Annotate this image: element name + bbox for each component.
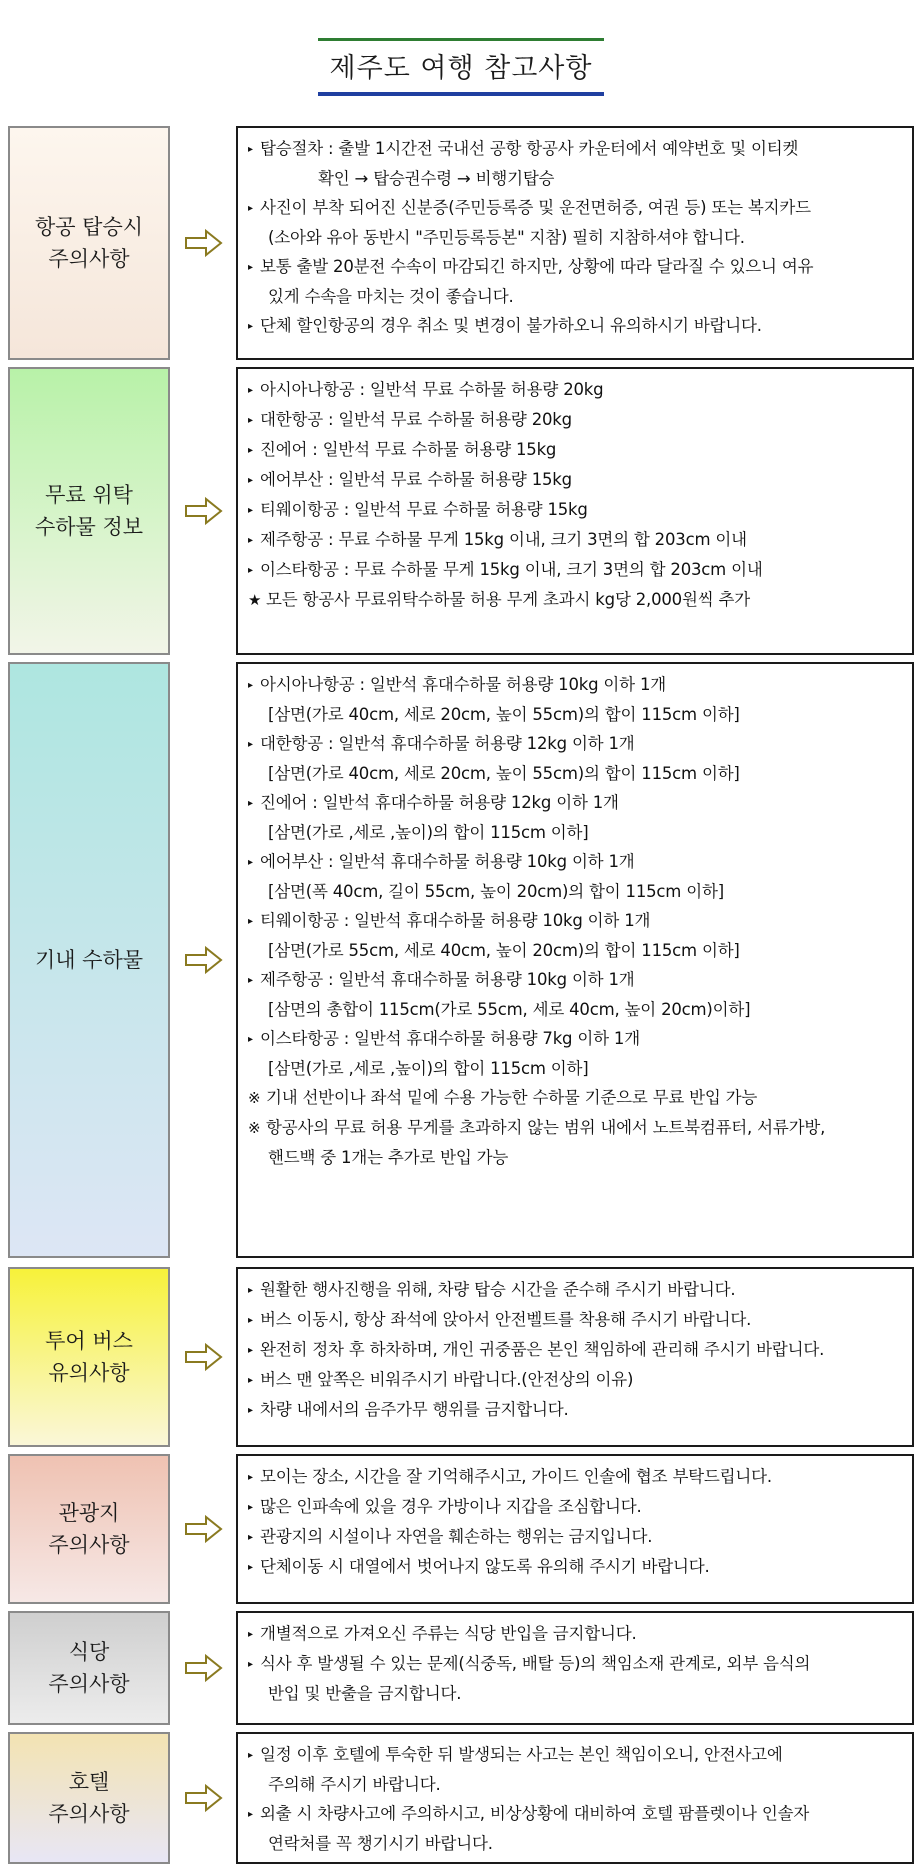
- list-item: [248, 1054, 902, 1083]
- list-item: [248, 525, 902, 555]
- list-item: [248, 555, 902, 585]
- list-item: [248, 1492, 902, 1522]
- bullet-icon: ▸: [248, 1629, 253, 1640]
- list-item-text: 항공사의 무료 허용 무게를 초과하지 않는 범위 내에서 노트북컴퓨터, 서류가방,: [266, 1118, 826, 1137]
- list-item-text: 일정 이후 호텔에 투숙한 뒤 발생되는 사고는 본인 책임이오니, 안전사고에: [260, 1745, 783, 1764]
- section-content: [236, 126, 914, 360]
- list-item: [248, 1679, 902, 1708]
- list-item: [248, 1305, 902, 1335]
- section-label: [8, 1267, 170, 1447]
- list-item-text: 이스타항공 : 일반석 휴대수하물 허용량 7kg 이하 1개: [260, 1029, 640, 1048]
- list-item: [248, 1740, 902, 1770]
- section-6: [8, 1732, 914, 1864]
- section-5: [8, 1611, 914, 1725]
- bullet-icon: ▸: [248, 475, 253, 486]
- list-item-text: 주의해 주시기 바랍니다.: [268, 1775, 441, 1794]
- list-item-text: 기내 선반이나 좌석 밑에 수용 가능한 수하물 기준으로 무료 반입 가능: [266, 1088, 758, 1107]
- list-item-text: 많은 인파속에 있을 경우 가방이나 지갑을 조심합니다.: [260, 1497, 642, 1516]
- bullet-icon: ▸: [248, 1034, 253, 1045]
- bullet-icon: ▸: [248, 415, 253, 426]
- list-item: [248, 818, 902, 847]
- list-item-text: [삼면(가로 40cm, 세로 20cm, 높이 55cm)의 합이 115cm 이하]: [268, 705, 740, 724]
- title-wrap: [0, 38, 922, 96]
- list-item: [248, 1619, 902, 1649]
- section-content: [236, 367, 914, 655]
- section-label-line: 식당: [68, 1640, 110, 1664]
- list-item-text: 차량 내에서의 음주가무 행위를 금지합니다.: [260, 1400, 569, 1419]
- list-item: [248, 223, 902, 252]
- bullet-icon: ▸: [248, 505, 253, 516]
- right-arrow-icon: [184, 1653, 224, 1683]
- list-item-text: 모이는 장소, 시간을 잘 기억해주시고, 가이드 인솔에 협조 부탁드립니다.: [260, 1467, 772, 1486]
- list-item: [248, 134, 902, 164]
- list-item: [248, 1799, 902, 1829]
- list-item: [248, 495, 902, 525]
- section-content: [236, 1267, 914, 1447]
- list-item-text: 에어부산 : 일반석 무료 수하물 허용량 15kg: [260, 470, 572, 489]
- bullet-icon: ▸: [248, 445, 253, 456]
- list-item: [248, 729, 902, 759]
- list-item-text: [삼면(가로 ,세로 ,높이)의 합이 115cm 이하]: [268, 1059, 589, 1078]
- section-1: [8, 367, 914, 655]
- list-item: [248, 670, 902, 700]
- list-item-text: 원활한 행사진행을 위해, 차량 탑승 시간을 준수해 주시기 바랍니다.: [260, 1280, 736, 1299]
- section-label-line: 관광지: [58, 1501, 120, 1525]
- list-item: [248, 1143, 902, 1172]
- section-label-line: 투어 버스: [45, 1329, 133, 1353]
- list-item-text: 외출 시 차량사고에 주의하시고, 비상상황에 대비하여 호텔 팜플렛이나 인솔자: [260, 1804, 810, 1823]
- list-item-text: 있게 수속을 마치는 것이 좋습니다.: [268, 287, 514, 306]
- bullet-icon: ▸: [248, 739, 253, 750]
- section-label-line: 주의사항: [48, 247, 130, 271]
- section-label-line: 주의사항: [48, 1672, 130, 1696]
- list-item: [248, 759, 902, 788]
- list-item: [248, 435, 902, 465]
- bullet-icon: ▸: [248, 1315, 253, 1326]
- list-item: [248, 788, 902, 818]
- list-item: [248, 1522, 902, 1552]
- bullet-icon: ▸: [248, 144, 253, 155]
- bullet-icon: ▸: [248, 535, 253, 546]
- list-item: [248, 585, 902, 615]
- section-label-line: 호텔: [68, 1770, 110, 1794]
- right-arrow-icon: [184, 1783, 224, 1813]
- section-content: [236, 1732, 914, 1864]
- bullet-icon: ▸: [248, 1659, 253, 1670]
- section-label-line: 항공 탑승시: [34, 215, 144, 239]
- list-item-text: 버스 이동시, 항상 좌석에 앉아서 안전벨트를 착용해 주시기 바랍니다.: [260, 1310, 752, 1329]
- section-label-text: [45, 1325, 133, 1389]
- list-item: [248, 1649, 902, 1679]
- section-label: [8, 662, 170, 1258]
- list-item-text: 아시아나항공 : 일반석 휴대수하물 허용량 10kg 이하 1개: [260, 675, 666, 694]
- list-item: [248, 164, 902, 193]
- section-label: [8, 1454, 170, 1604]
- right-arrow-icon: [184, 1342, 224, 1372]
- list-item: [248, 1365, 902, 1395]
- section-4: [8, 1454, 914, 1604]
- bullet-icon: ▸: [248, 385, 253, 396]
- section-3: [8, 1267, 914, 1447]
- list-item: [248, 282, 902, 311]
- list-item: [248, 1395, 902, 1425]
- section-content: [236, 1611, 914, 1725]
- bullet-icon: ▸: [248, 321, 253, 332]
- section-label-text: [35, 479, 143, 543]
- list-item: [248, 995, 902, 1024]
- list-item: [248, 405, 902, 435]
- list-item-text: 제주항공 : 일반석 휴대수하물 허용량 10kg 이하 1개: [260, 970, 635, 989]
- list-item: [248, 700, 902, 729]
- list-item-text: 에어부산 : 일반석 휴대수하물 허용량 10kg 이하 1개: [260, 852, 635, 871]
- bullet-icon: ▸: [248, 975, 253, 986]
- right-arrow-icon: [184, 496, 224, 526]
- list-item-text: 진에어 : 일반석 휴대수하물 허용량 12kg 이하 1개: [260, 793, 619, 812]
- bullet-icon: ▸: [248, 680, 253, 691]
- section-label: [8, 1611, 170, 1725]
- list-item-text: 진에어 : 일반석 무료 수하물 허용량 15kg: [260, 440, 557, 459]
- list-item: [248, 193, 902, 223]
- list-item: [248, 252, 902, 282]
- section-label: [8, 1732, 170, 1864]
- bullet-icon: ▸: [248, 1405, 253, 1416]
- list-item-text: 확인 → 탑승권수령 → 비행기탑승: [318, 169, 555, 188]
- right-arrow-icon: [184, 228, 224, 258]
- list-item-text: [삼면(폭 40cm, 길이 55cm, 높이 20cm)의 합이 115cm 이하]: [268, 882, 724, 901]
- list-item-text: 완전히 정차 후 하차하며, 개인 귀중품은 본인 책임하에 관리해 주시기 바랍니다.: [260, 1340, 825, 1359]
- list-item: [248, 311, 902, 341]
- list-item-text: 보통 출발 20분전 수속이 마감되긴 하지만, 상황에 따라 달라질 수 있으니 여유: [260, 257, 814, 276]
- bullet-icon: ▸: [248, 916, 253, 927]
- section-content: [236, 662, 914, 1258]
- section-content: [236, 1454, 914, 1604]
- bullet-icon: ▸: [248, 1532, 253, 1543]
- list-item-text: 이스타항공 : 무료 수하물 무게 15kg 이내, 크기 3면의 합 203cm 이내: [260, 560, 763, 579]
- list-item: [248, 1275, 902, 1305]
- list-item-text: 티웨이항공 : 일반석 무료 수하물 허용량 15kg: [260, 500, 588, 519]
- list-item: [248, 465, 902, 495]
- star-icon: ★: [248, 591, 262, 609]
- list-item: [248, 847, 902, 877]
- list-item-text: [삼면(가로 40cm, 세로 20cm, 높이 55cm)의 합이 115cm 이하]: [268, 764, 740, 783]
- section-label-line: 유의사항: [48, 1361, 130, 1385]
- list-item: [248, 1083, 902, 1113]
- list-item-text: 연락처를 꼭 챙기시기 바랍니다.: [268, 1834, 493, 1853]
- list-item: [248, 936, 902, 965]
- section-label-text: [48, 1636, 129, 1700]
- bullet-icon: ▸: [248, 1809, 253, 1820]
- section-label: [8, 126, 170, 360]
- list-item-text: [삼면(가로 ,세로 ,높이)의 합이 115cm 이하]: [268, 823, 589, 842]
- bullet-icon: ▸: [248, 1345, 253, 1356]
- right-arrow-icon: [184, 1514, 224, 1544]
- list-item-text: 관광지의 시설이나 자연을 훼손하는 행위는 금지입니다.: [260, 1527, 653, 1546]
- section-label-line: 수하물 정보: [34, 515, 144, 539]
- list-item-text: 개별적으로 가져오신 주류는 식당 반입을 금지합니다.: [260, 1624, 637, 1643]
- bullet-icon: ▸: [248, 1285, 253, 1296]
- section-label-text: [48, 1766, 129, 1830]
- list-item-text: 반입 및 반출을 금지합니다.: [268, 1684, 462, 1703]
- list-item: [248, 1462, 902, 1492]
- bullet-icon: ▸: [248, 203, 253, 214]
- bullet-icon: ▸: [248, 1502, 253, 1513]
- bullet-icon: ▸: [248, 565, 253, 576]
- section-label-line: 기내 수하물: [34, 948, 144, 972]
- list-item-text: 식사 후 발생될 수 있는 문제(식중독, 배탈 등)의 책임소재 관계로, 외부 음식의: [260, 1654, 811, 1673]
- list-item: [248, 1770, 902, 1799]
- list-item-text: 대한항공 : 일반석 휴대수하물 허용량 12kg 이하 1개: [260, 734, 635, 753]
- bullet-icon: ▸: [248, 1375, 253, 1386]
- list-item-text: 단체 할인항공의 경우 취소 및 변경이 불가하오니 유의하시기 바랍니다.: [260, 316, 762, 335]
- list-item-text: 사진이 부착 되어진 신분증(주민등록증 및 운전면허증, 여권 등) 또는 복지카드: [260, 198, 811, 217]
- list-item-text: 아시아나항공 : 일반석 무료 수하물 허용량 20kg: [260, 380, 604, 399]
- list-item: [248, 375, 902, 405]
- section-label: [8, 367, 170, 655]
- section-label-line: 주의사항: [48, 1802, 130, 1826]
- list-item-text: 대한항공 : 일반석 무료 수하물 허용량 20kg: [260, 410, 572, 429]
- right-arrow-icon: [184, 945, 224, 975]
- list-item: [248, 1829, 902, 1858]
- section-label-line: 무료 위탁: [45, 483, 133, 507]
- bullet-icon: ▸: [248, 1472, 253, 1483]
- bullet-icon: ▸: [248, 1562, 253, 1573]
- list-item: [248, 1552, 902, 1582]
- section-label-text: [48, 1497, 129, 1561]
- list-item-text: 버스 맨 앞쪽은 비워주시기 바랍니다.(안전상의 이유): [260, 1370, 634, 1389]
- note-mark-icon: ※: [248, 1089, 261, 1107]
- list-item: [248, 1335, 902, 1365]
- list-item: [248, 1024, 902, 1054]
- page-title: 제주도 여행 참고사항: [318, 38, 605, 96]
- list-item: [248, 906, 902, 936]
- list-item: [248, 877, 902, 906]
- section-label-text: [35, 944, 143, 976]
- list-item: [248, 1113, 902, 1143]
- list-item-text: [삼면(가로 55cm, 세로 40cm, 높이 20cm)의 합이 115cm 이하]: [268, 941, 740, 960]
- bullet-icon: ▸: [248, 262, 253, 273]
- section-label-line: 주의사항: [48, 1533, 130, 1557]
- bullet-icon: ▸: [248, 857, 253, 868]
- section-label-text: [35, 211, 143, 275]
- list-item: [248, 965, 902, 995]
- bullet-icon: ▸: [248, 798, 253, 809]
- note-mark-icon: ※: [248, 1119, 261, 1137]
- section-2: [8, 662, 914, 1258]
- list-item-text: 탑승절차 : 출발 1시간전 국내선 공항 항공사 카운터에서 예약번호 및 이티켓: [260, 139, 799, 158]
- list-item-text: 모든 항공사 무료위탁수하물 허용 무게 초과시 kg당 2,000원씩 추가: [266, 590, 750, 609]
- list-item-text: [삼면의 총합이 115cm(가로 55cm, 세로 40cm, 높이 20cm)이하]: [268, 1000, 751, 1019]
- list-item-text: 단체이동 시 대열에서 벗어나지 않도록 유의해 주시기 바랍니다.: [260, 1557, 710, 1576]
- section-0: [8, 126, 914, 360]
- list-item-text: (소아와 유아 동반시 "주민등록등본" 지참) 필히 지참하셔야 합니다.: [268, 228, 745, 247]
- list-item-text: 제주항공 : 무료 수하물 무게 15kg 이내, 크기 3면의 합 203cm 이내: [260, 530, 747, 549]
- bullet-icon: ▸: [248, 1750, 253, 1761]
- list-item-text: 핸드백 중 1개는 추가로 반입 가능: [268, 1148, 509, 1167]
- list-item-text: 티웨이항공 : 일반석 휴대수하물 허용량 10kg 이하 1개: [260, 911, 651, 930]
